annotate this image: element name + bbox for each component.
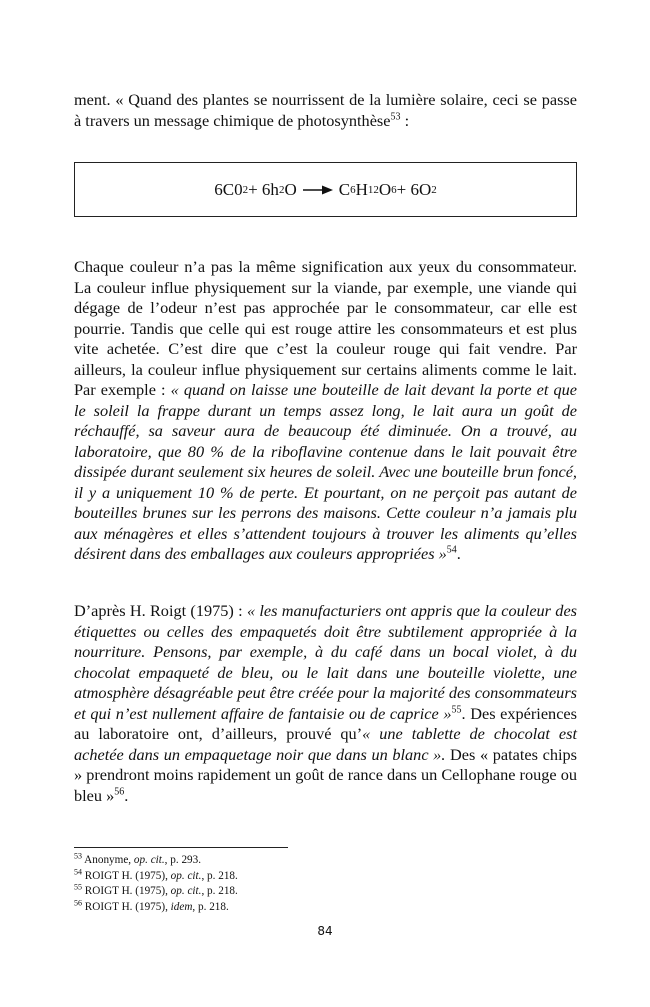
footnote-text: , p. 293. — [164, 854, 202, 866]
footnote-separator — [74, 847, 288, 848]
footnote-53 — [74, 853, 577, 869]
footnote-text: ROIGT H. (1975), — [82, 869, 171, 882]
photosynthesis-equation: 6C0 2 + 6h 2 O C 6 H 12 O 6 + 6O 2 — [214, 179, 437, 199]
footnote-italic: op. cit. — [170, 869, 202, 882]
footnote-54 — [74, 866, 577, 885]
quotation-text: « une tablette de chocolat est achetée dans un empaquetage noir que dans un blanc ». — [74, 724, 578, 764]
formula-term: O — [284, 179, 297, 199]
footnote-text: , p. 218. — [201, 869, 238, 882]
footnote-ref-54[interactable]: 54 — [446, 544, 457, 556]
page-number: 84 — [317, 924, 333, 938]
footnote-number: 53 — [74, 851, 82, 861]
formula-term: H — [355, 179, 368, 199]
paragraph-text: D’après H. Roigt (1975) : — [74, 601, 247, 620]
footnote-ref-55[interactable]: 55 — [451, 704, 462, 716]
footnote-55 — [74, 884, 577, 900]
reaction-arrow-icon — [303, 180, 333, 200]
paragraph-intro — [74, 90, 577, 131]
footnote-56 — [74, 900, 577, 916]
formula-term: + 6h — [248, 179, 279, 199]
footnote-italic: op. cit. — [170, 885, 202, 898]
footnote-text: Anonyme, — [82, 854, 134, 866]
formula-term: + 6O — [396, 179, 432, 199]
paragraph-text: Des « patates chips » prendront moins rapidement un goût de rance dans un Cellophane rouge ou bleu » — [74, 744, 578, 805]
formula-term: C — [338, 179, 351, 199]
footnote-text: ROIGT H. (1975), — [82, 885, 171, 898]
paragraph-tail: . — [124, 785, 129, 805]
formula-box — [74, 162, 577, 217]
paragraph-color-meaning — [74, 257, 577, 565]
quotation-text: « quand on laisse une bouteille de lait devant la porte et que le soleil la frappe durant un temps assez long, le lait aura un goût de réchauffé, sa saveur aura de beaucoup été diminuée. On a trouvé, au laboratoire, que 80 % de la riboflavine contenue dans le lait pouvait être dissipée durant seulement six heures de soleil. Avec une bouteille brun foncé, il y a uniquement 10 % de perte. Et pourtant, on ne perçoit pas autant de bouteilles brunes sur les perrons des maisons. Cette couleur n’a jamais plu aux ménagères et elles s’attendent toujours à trouver les aliments qu’elles désirent dans des emballages aux couleurs appropriées » — [74, 380, 577, 563]
footnote-italic: idem — [170, 900, 193, 913]
paragraph-text: Chaque couleur n’a pas la même signification aux yeux du consommateur. La couleur influe physiquement sur la viande, par exemple, une viande qui dégage de l’odeur n’est pas approchée par le consommateur, car elle est pourrie. Tandis que celle qui est rouge attire les consommateurs et est plus vite achetée. C’est dire que c’est la couleur rouge qui fait vendre. Par ailleurs, la couleur influe physiquement sur certains aliments comme le lait. Par exemple : — [74, 257, 577, 399]
footnote-text: ROIGT H. (1975), — [82, 900, 171, 913]
formula-term: O — [378, 179, 392, 199]
paragraph-text: . Des expériences au laboratoire ont, d’ailleurs, prouvé qu’ — [74, 703, 577, 743]
footnote-ref-53[interactable]: 53 — [390, 111, 401, 123]
paragraph-intro-text: ment. « Quand des plantes se nourrissent de la lumière solaire, ceci se passe à travers un message chimique de photosynthèse — [74, 90, 577, 130]
footnote-number: 55 — [74, 882, 82, 892]
paragraph-tail: . — [456, 544, 461, 563]
footnote-number: 54 — [74, 866, 82, 876]
footnote-number: 56 — [74, 898, 82, 908]
footnote-text: , p. 218. — [201, 885, 238, 898]
formula-term: 6C0 — [214, 179, 243, 199]
footnote-ref-56[interactable]: 56 — [114, 786, 125, 798]
quotation-text: « les manufacturiers ont appris que la couleur des étiquettes ou celles des empaquetés doit être subtilement appropriée à la nourriture. Pensons, par exemple, à du café dans un bocal violet, à du chocolat empaqueté de bleu, ou le lait dans une bouteille violette, une atmosphère désagréable peut être créée pour la majorité des consommateurs et qui n’est nullement affaire de fantaisie ou de caprice » — [74, 601, 578, 723]
paragraph-intro-tail: : — [400, 110, 410, 130]
footnotes — [74, 853, 577, 915]
paragraph-roigt-quote — [74, 601, 577, 806]
footnote-italic: op. cit. — [133, 854, 165, 866]
footnote-text: , p. 218. — [192, 900, 229, 913]
